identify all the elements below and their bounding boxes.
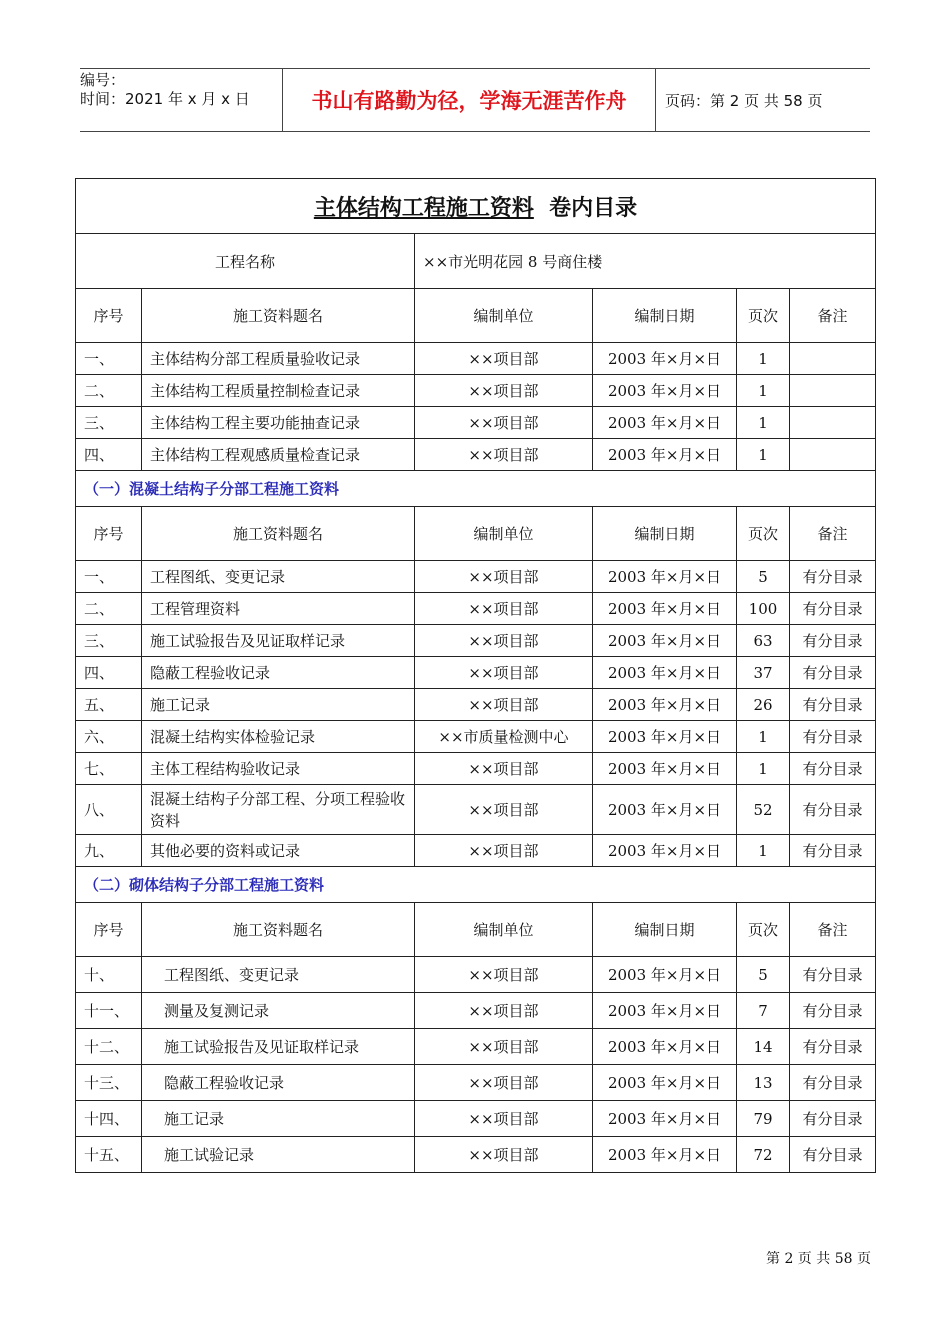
col-date-header: 编制日期 (593, 507, 737, 561)
row-unit: ××项目部 (415, 1101, 593, 1137)
col-name-header: 施工资料题名 (142, 289, 415, 343)
motto: 书山有路勤为径，学海无涯苦作舟 (282, 69, 656, 131)
table-row (76, 721, 876, 753)
row-pages: 1 (737, 721, 790, 753)
row-unit: ××项目部 (415, 957, 593, 993)
section-title-row (76, 471, 876, 507)
row-number: 十三、 (76, 1065, 142, 1101)
row-pages: 5 (737, 957, 790, 993)
row-note: 有分目录 (790, 753, 876, 785)
row-pages: 52 (737, 785, 790, 835)
section-title-row (76, 867, 876, 903)
col-pages-header: 页次 (737, 903, 790, 957)
table-row (76, 561, 876, 593)
col-note-header: 备注 (790, 903, 876, 957)
table-row (76, 1101, 876, 1137)
page-label: 页码：第 2 页 共 58 页 (665, 91, 823, 110)
row-title: 施工记录 (142, 689, 415, 721)
row-note: 有分目录 (790, 625, 876, 657)
row-date: 2003 年×月×日 (593, 785, 737, 835)
row-number: 一、 (76, 343, 142, 375)
row-date: 2003 年×月×日 (593, 957, 737, 993)
project-row (76, 234, 876, 289)
row-title: 测量及复测记录 (142, 993, 415, 1029)
row-pages: 100 (737, 593, 790, 625)
code-label: 编号： (80, 71, 126, 89)
row-note: 有分目录 (790, 1101, 876, 1137)
row-date: 2003 年×月×日 (593, 657, 737, 689)
row-pages: 1 (737, 753, 790, 785)
row-date: 2003 年×月×日 (593, 593, 737, 625)
row-date: 2003 年×月×日 (593, 1137, 737, 1173)
col-unit-header: 编制单位 (415, 903, 593, 957)
col-date-header: 编制日期 (593, 903, 737, 957)
table-row (76, 835, 876, 867)
row-unit: ××项目部 (415, 657, 593, 689)
title-sub: 卷内目录 (549, 195, 638, 221)
row-date: 2003 年×月×日 (593, 625, 737, 657)
row-date: 2003 年×月×日 (593, 407, 737, 439)
row-pages: 63 (737, 625, 790, 657)
col-note-header: 备注 (790, 507, 876, 561)
row-title: 主体结构工程观感质量检查记录 (142, 439, 415, 471)
table-row (76, 957, 876, 993)
col-name-header: 施工资料题名 (142, 903, 415, 957)
row-unit: ××项目部 (415, 407, 593, 439)
row-pages: 37 (737, 657, 790, 689)
col-name-header: 施工资料题名 (142, 507, 415, 561)
row-number: 十四、 (76, 1101, 142, 1137)
table-row (76, 993, 876, 1029)
row-unit: ××项目部 (415, 993, 593, 1029)
column-header-row (76, 507, 876, 561)
row-number: 十二、 (76, 1029, 142, 1065)
page-header (80, 68, 870, 132)
row-title: 施工试验报告及见证取样记录 (142, 1029, 415, 1065)
row-number: 二、 (76, 375, 142, 407)
row-unit: ××项目部 (415, 835, 593, 867)
row-title: 施工试验报告及见证取样记录 (142, 625, 415, 657)
row-number: 十五、 (76, 1137, 142, 1173)
row-note: 有分目录 (790, 1065, 876, 1101)
row-number: 十一、 (76, 993, 142, 1029)
col-pages-header: 页次 (737, 507, 790, 561)
row-unit: ××项目部 (415, 689, 593, 721)
col-unit-header: 编制单位 (415, 507, 593, 561)
row-title: 主体结构工程主要功能抽查记录 (142, 407, 415, 439)
row-note: 有分目录 (790, 835, 876, 867)
row-note: 有分目录 (790, 993, 876, 1029)
row-title: 隐蔽工程验收记录 (142, 657, 415, 689)
catalog-table (75, 178, 876, 1173)
row-unit: ××项目部 (415, 593, 593, 625)
row-pages: 7 (737, 993, 790, 1029)
row-title: 工程图纸、变更记录 (142, 561, 415, 593)
row-title: 混凝土结构实体检验记录 (142, 721, 415, 753)
row-note (790, 375, 876, 407)
table-row (76, 343, 876, 375)
row-note: 有分目录 (790, 561, 876, 593)
time-label: 时间：2021 年 x 月 x 日 (80, 90, 250, 108)
col-no-header: 序号 (76, 507, 142, 561)
row-note: 有分目录 (790, 657, 876, 689)
row-number: 七、 (76, 753, 142, 785)
table-row (76, 753, 876, 785)
table-row (76, 1029, 876, 1065)
row-unit: ××项目部 (415, 625, 593, 657)
table-row (76, 593, 876, 625)
table-row (76, 375, 876, 407)
row-pages: 26 (737, 689, 790, 721)
section-title: （一）混凝土结构子分部工程施工资料 (76, 471, 876, 507)
row-title: 隐蔽工程验收记录 (142, 1065, 415, 1101)
row-unit: ××项目部 (415, 439, 593, 471)
row-pages: 79 (737, 1101, 790, 1137)
row-note (790, 439, 876, 471)
row-title: 施工试验记录 (142, 1137, 415, 1173)
row-pages: 13 (737, 1065, 790, 1101)
row-title: 施工记录 (142, 1101, 415, 1137)
row-pages: 1 (737, 343, 790, 375)
row-note: 有分目录 (790, 1137, 876, 1173)
row-pages: 5 (737, 561, 790, 593)
table-row (76, 439, 876, 471)
row-date: 2003 年×月×日 (593, 439, 737, 471)
table-row (76, 625, 876, 657)
row-number: 六、 (76, 721, 142, 753)
row-date: 2003 年×月×日 (593, 375, 737, 407)
row-note: 有分目录 (790, 957, 876, 993)
row-note: 有分目录 (790, 1029, 876, 1065)
table-row (76, 407, 876, 439)
row-note (790, 407, 876, 439)
row-note: 有分目录 (790, 593, 876, 625)
row-number: 四、 (76, 657, 142, 689)
row-number: 五、 (76, 689, 142, 721)
row-date: 2003 年×月×日 (593, 1029, 737, 1065)
row-unit: ××项目部 (415, 375, 593, 407)
row-pages: 14 (737, 1029, 790, 1065)
column-header-row (76, 289, 876, 343)
row-number: 二、 (76, 593, 142, 625)
row-unit: ××项目部 (415, 1065, 593, 1101)
row-date: 2003 年×月×日 (593, 343, 737, 375)
table-row (76, 1065, 876, 1101)
row-title: 主体结构分部工程质量验收记录 (142, 343, 415, 375)
row-pages: 1 (737, 375, 790, 407)
row-pages: 1 (737, 407, 790, 439)
row-number: 四、 (76, 439, 142, 471)
row-unit: ××项目部 (415, 1029, 593, 1065)
table-row (76, 785, 876, 835)
row-date: 2003 年×月×日 (593, 1101, 737, 1137)
title-main: 主体结构工程施工资料 (313, 195, 534, 221)
row-date: 2003 年×月×日 (593, 561, 737, 593)
row-pages: 72 (737, 1137, 790, 1173)
row-date: 2003 年×月×日 (593, 1065, 737, 1101)
row-unit: ××项目部 (415, 343, 593, 375)
table-row (76, 1137, 876, 1173)
row-unit: ××项目部 (415, 785, 593, 835)
project-value: ××市光明花园 8 号商住楼 (415, 234, 876, 289)
table-row (76, 689, 876, 721)
row-title: 其他必要的资料或记录 (142, 835, 415, 867)
row-date: 2003 年×月×日 (593, 721, 737, 753)
row-number: 八、 (76, 785, 142, 835)
title-row (76, 179, 876, 234)
col-no-header: 序号 (76, 903, 142, 957)
document-title (76, 179, 876, 234)
row-unit: ××项目部 (415, 753, 593, 785)
col-unit-header: 编制单位 (415, 289, 593, 343)
row-number: 三、 (76, 407, 142, 439)
col-no-header: 序号 (76, 289, 142, 343)
row-number: 三、 (76, 625, 142, 657)
row-unit: ××市质量检测中心 (415, 721, 593, 753)
row-title: 工程管理资料 (142, 593, 415, 625)
row-note: 有分目录 (790, 721, 876, 753)
row-title: 主体结构工程质量控制检查记录 (142, 375, 415, 407)
row-title: 混凝土结构子分部工程、分项工程验收资料 (142, 785, 415, 835)
table-row (76, 657, 876, 689)
row-pages: 1 (737, 439, 790, 471)
project-label: 工程名称 (76, 234, 415, 289)
row-date: 2003 年×月×日 (593, 753, 737, 785)
header-meta (80, 69, 282, 131)
footer-page-number: 第 2 页 共 58 页 (766, 1251, 871, 1267)
row-note: 有分目录 (790, 689, 876, 721)
col-date-header: 编制日期 (593, 289, 737, 343)
col-note-header: 备注 (790, 289, 876, 343)
row-unit: ××项目部 (415, 1137, 593, 1173)
row-date: 2003 年×月×日 (593, 993, 737, 1029)
row-unit: ××项目部 (415, 561, 593, 593)
row-note (790, 343, 876, 375)
section-title: （二）砌体结构子分部工程施工资料 (76, 867, 876, 903)
row-number: 一、 (76, 561, 142, 593)
row-title: 工程图纸、变更记录 (142, 957, 415, 993)
column-header-row (76, 903, 876, 957)
row-date: 2003 年×月×日 (593, 689, 737, 721)
row-pages: 1 (737, 835, 790, 867)
row-number: 九、 (76, 835, 142, 867)
row-title: 主体工程结构验收记录 (142, 753, 415, 785)
row-date: 2003 年×月×日 (593, 835, 737, 867)
row-note: 有分目录 (790, 785, 876, 835)
row-number: 十、 (76, 957, 142, 993)
col-pages-header: 页次 (737, 289, 790, 343)
